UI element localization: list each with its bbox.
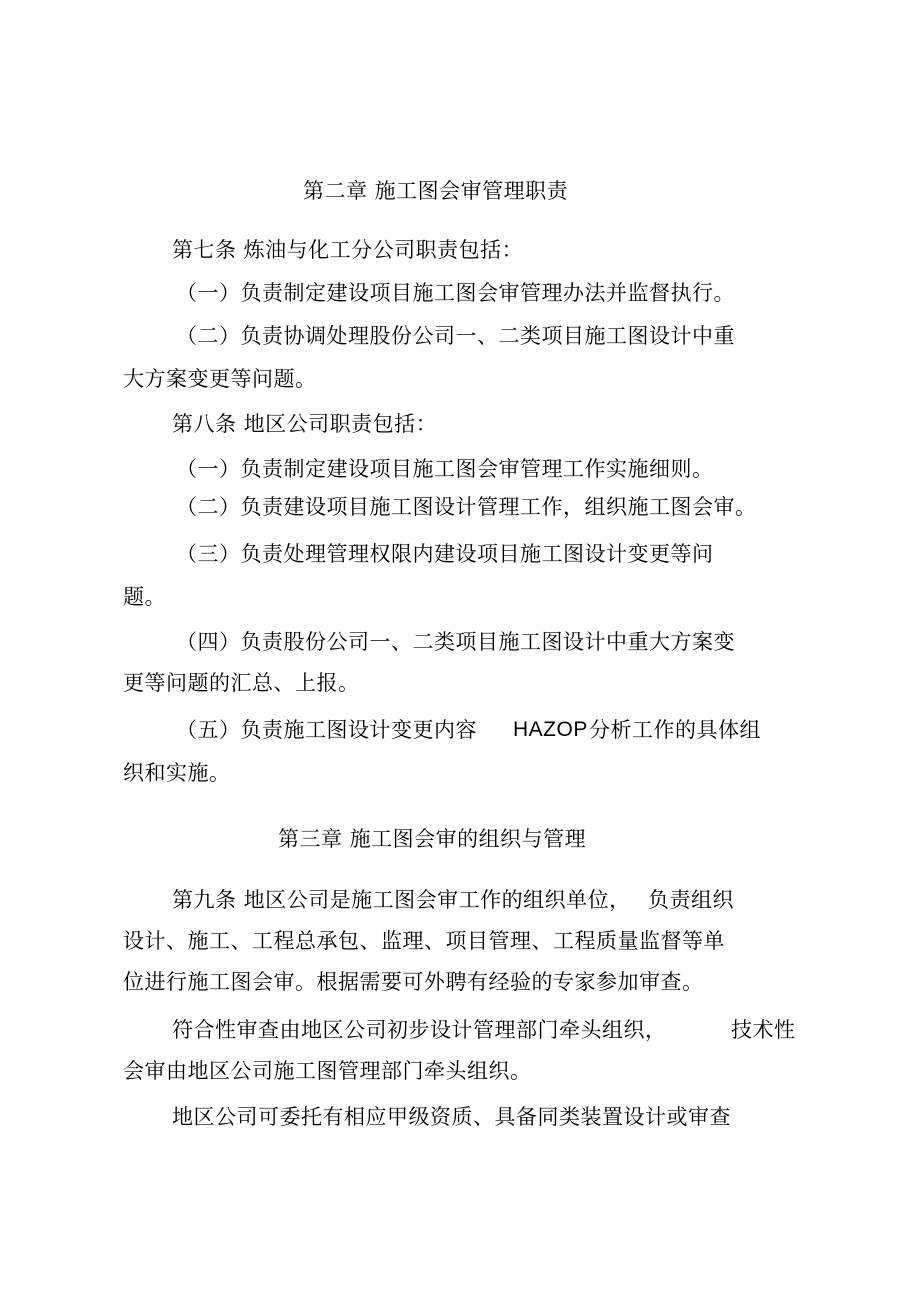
conformity-review-line-1-end: 技术性 bbox=[731, 1018, 796, 1042]
article-8-item-5-line-1-start: （五）负责施工图设计变更内容 bbox=[176, 718, 477, 742]
article-8-item-3-line-1: （三）负责处理管理权限内建设项目施工图设计变更等问 bbox=[176, 542, 714, 566]
article-8-item-4-line-2: 更等问题的汇总、上报。 bbox=[123, 671, 360, 695]
article-8-item-4-line-1: （四）负责股份公司一、二类项目施工图设计中重大方案变 bbox=[176, 630, 735, 654]
article-7-item-2-line-2: 大方案变更等问题。 bbox=[123, 367, 317, 391]
article-8-item-3-line-2: 题。 bbox=[123, 585, 166, 609]
article-9-line-2: 设计、施工、工程总承包、监理、项目管理、工程质量监督等单 bbox=[123, 929, 725, 953]
article-8-item-5-line-2: 织和实施。 bbox=[123, 761, 231, 785]
article-8-item-2: （二）负责建设项目施工图设计管理工作，组织施工图会审。 bbox=[176, 495, 757, 519]
article-8-heading: 第八条 地区公司职责包括： bbox=[172, 412, 438, 436]
chapter-3-title: 第三章 施工图会审的组织与管理 bbox=[278, 827, 587, 851]
article-7-heading: 第七条 炼油与化工分公司职责包括： bbox=[172, 238, 524, 262]
conformity-review-line-2: 会审由地区公司施工图管理部门牵头组织。 bbox=[123, 1059, 532, 1083]
article-7-item-2-line-1: （二）负责协调处理股份公司一、二类项目施工图设计中重 bbox=[176, 324, 735, 348]
article-9-line-1-start: 第九条 地区公司是施工图会审工作的组织单位， bbox=[172, 888, 631, 912]
article-9-line-1-end: 负责组织 bbox=[648, 888, 734, 912]
article-7-item-1: （一）负责制定建设项目施工图会审管理办法并监督执行。 bbox=[176, 281, 735, 305]
article-8-item-5-line-1-end: 分析工作的具体组 bbox=[589, 718, 761, 742]
hazop-term: HAZOP bbox=[513, 718, 588, 741]
article-9-line-3: 位进行施工图会审。根据需要可外聘有经验的专家参加审查。 bbox=[123, 970, 704, 994]
article-8-item-1: （一）负责制定建设项目施工图会审管理工作实施细则。 bbox=[176, 457, 714, 481]
chapter-2-title: 第二章 施工图会审管理职责 bbox=[303, 179, 569, 203]
conformity-review-line-1-start: 符合性审查由地区公司初步设计管理部门牵头组织， bbox=[172, 1018, 667, 1042]
entrust-paragraph-line-1: 地区公司可委托有相应甲级资质、具备同类装置设计或审查 bbox=[172, 1105, 731, 1129]
